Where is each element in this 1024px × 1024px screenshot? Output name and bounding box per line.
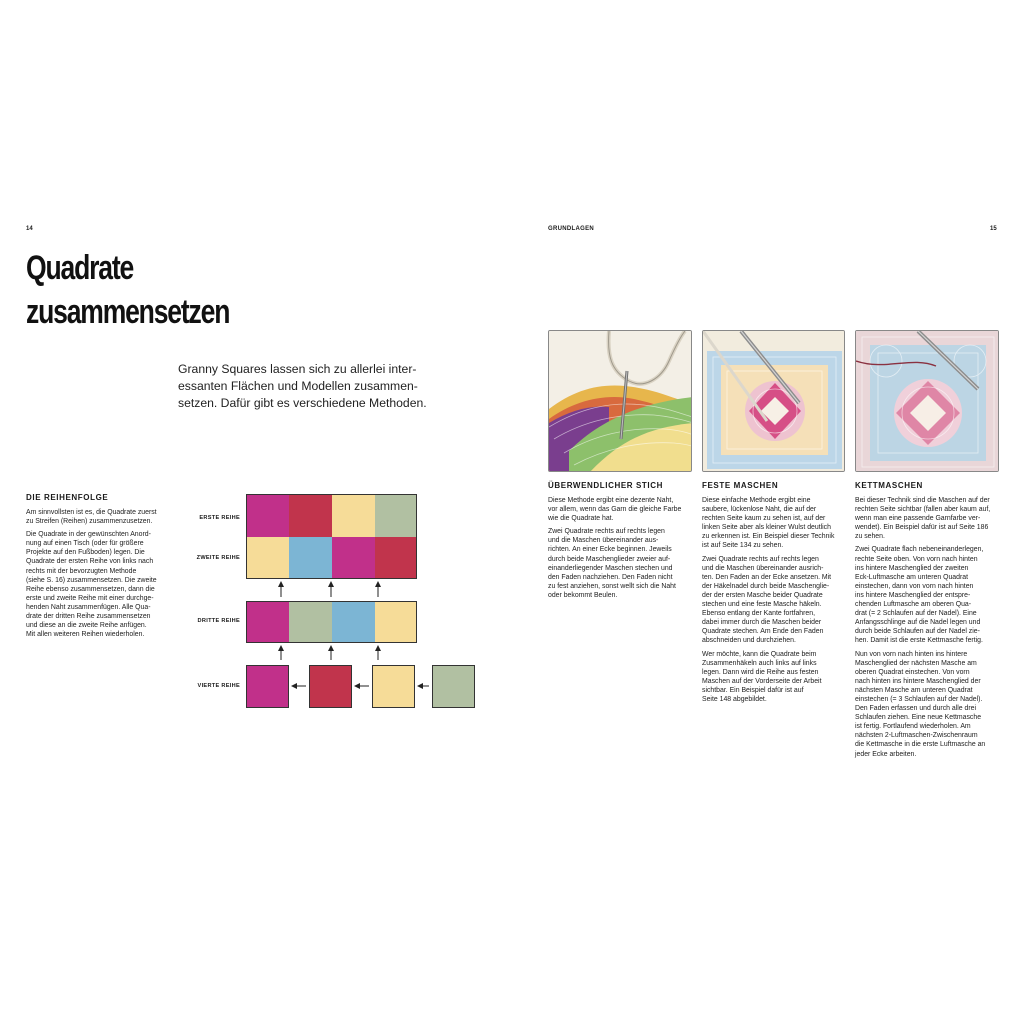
text-line: Zwei Quadrate rechts auf rechts legen [548, 528, 665, 536]
row-label-zweite: ZWEITE REIHE [196, 555, 240, 561]
paragraph [702, 555, 847, 646]
paragraph [702, 650, 847, 705]
heading-feste-maschen: FESTE MASCHEN [702, 481, 779, 490]
text-line: Maschenglied der nächsten Masche am [855, 659, 977, 667]
column-2-body [702, 496, 847, 708]
text-line: oberen Quadrat einstechen. Von vorn [855, 668, 970, 676]
text-line: zu Streifen (Reihen) zusammenzusetzen. [26, 518, 153, 526]
text-line: zu fest anziehen, sonst wellt sich die Naht [548, 582, 676, 590]
single-crochet-photo [702, 330, 845, 472]
text-line: Seite 148 abgebildet. [702, 695, 767, 703]
text-line: der der ersten Masche beider Quadrate [702, 591, 823, 599]
text-line: rechten Seite kaum zu sehen ist, auf der [702, 515, 826, 523]
text-line: Am sinnvollsten ist es, die Quadrate zuerst [26, 509, 157, 516]
intro-line-1: Granny Squares lassen sich zu allerlei inter- [178, 362, 417, 376]
diagram-arrows [170, 488, 480, 718]
paragraph [26, 508, 176, 526]
text-line: Zwei Quadrate flach nebeneinanderlegen, [855, 546, 984, 554]
text-line: (siehe S. 16) zusammensetzen. Die zweite [26, 576, 157, 584]
text-line: vor allem, wenn das Garn die gleiche Farbe [548, 506, 682, 514]
text-line: nach hinten ins hintere Maschenglied der [855, 677, 981, 685]
text-line: stechen und eine feste Masche häkeln. [702, 601, 822, 609]
text-line: nächsten Masche am unteren Quadrat [855, 686, 973, 694]
text-line: ten. Den Faden an der Ecke ansetzen. Mit [702, 573, 832, 581]
text-line: Schlaufen ziehen. Eine neue Kettmasche [855, 714, 982, 722]
whip-stitch-photo [548, 330, 692, 472]
text-line: einanderliegender Maschen stechen und [548, 564, 673, 572]
column-1-body [548, 496, 693, 604]
slip-stitch-photo [855, 330, 999, 472]
reihenfolge-body [26, 508, 176, 643]
text-line: Die Quadrate in der gewünschten Anord- [26, 531, 151, 539]
text-line: Ebenso entlang der Kante fortfahren, [702, 610, 816, 618]
page-title-line-1: Quadrate [26, 249, 134, 287]
text-line: Maschen auf der Vorderseite der Arbeit [702, 677, 822, 685]
text-line: linken Seite aber als kleiner Wulst deutlich [702, 524, 831, 532]
text-line: ist fertig. Fortlaufend wiederholen. Am [855, 723, 971, 731]
text-line: nächsten 2-Luftmaschen-Zwischenraum [855, 732, 978, 740]
text-line: Diese einfache Methode ergibt eine [702, 497, 811, 504]
text-line: wendet). Ein Beispiel dafür ist auf Seite 186 [855, 524, 989, 532]
text-line: einstechen, dann von vorn nach hinten [855, 582, 974, 590]
text-line: abschneiden und durchziehen. [702, 637, 796, 645]
column-3-body [855, 496, 1005, 763]
text-line: erste und zweite Reihe mit einer durchge- [26, 594, 154, 602]
text-line: sichtbar. Ein Beispiel dafür ist auf [702, 686, 804, 694]
text-line: richten. An einer Ecke beginnen. Jeweils [548, 546, 672, 554]
page-title [26, 246, 260, 334]
text-line: Diese Methode ergibt eine dezente Naht, [548, 497, 674, 504]
text-line: und diese an die zweite Reihe anfügen. [26, 622, 147, 630]
text-line: den Faden nachziehen. Den Faden nicht [548, 573, 673, 581]
paragraph [855, 650, 1005, 759]
text-line: ist auf Seite 134 zu sehen. [702, 542, 784, 550]
text-line: Bei dieser Technik sind die Maschen auf der [855, 497, 990, 504]
text-line: chenden Luftmasche am oberen Qua- [855, 601, 972, 609]
text-line: durch beide Schlaufen auf der Nadel zie- [855, 628, 980, 636]
heading-ueberwendlicher-stich: ÜBERWENDLICHER STICH [548, 481, 663, 490]
text-line: Eck-Luftmasche am unteren Quadrat [855, 573, 968, 581]
text-line: Den Faden erfassen und durch alle drei [855, 705, 977, 713]
slip-stitch-illustration [856, 331, 999, 472]
text-line: ins hintere Maschenglied der zweiten [855, 564, 969, 572]
page-number-left: 14 [26, 226, 33, 232]
paragraph [855, 496, 1005, 541]
page-number-right: 15 [990, 226, 997, 232]
text-line: rechten Seite sichtbar (fallen aber kaum auf, [855, 506, 991, 514]
text-line: der Häkelnadel durch beide Maschenglie- [702, 582, 830, 590]
text-line: einstechen (= 3 Schlaufen auf der Nadel). [855, 695, 983, 703]
row-order-diagram [170, 488, 430, 718]
section-heading-reihenfolge: DIE REIHENFOLGE [26, 493, 109, 502]
text-line: legen. Dann wird die Reihe aus festen [702, 668, 819, 676]
text-line: Anfangsschlinge auf die Nadel legen und [855, 619, 981, 627]
text-line: rechte Seite oben. Von vorn nach hinten [855, 555, 978, 563]
paragraph [548, 527, 693, 600]
text-line: ins hintere Maschenglied der entspre- [855, 591, 971, 599]
text-line: drat (= 2 Schlaufen auf der Nadel). Eine [855, 610, 977, 618]
text-line: nung auf einen Tisch (oder für größere [26, 540, 144, 548]
text-line: und die Maschen übereinander ausrich- [702, 564, 824, 572]
text-line: henden Naht zusammenfügen. Alle Qua- [26, 603, 151, 611]
text-line: hen. Damit ist die erste Kettmasche fertig. [855, 637, 983, 645]
paragraph [26, 530, 176, 639]
running-head: GRUNDLAGEN [548, 226, 594, 232]
text-line: Zwei Quadrate rechts auf rechts legen [702, 555, 819, 563]
text-line: wenn man eine passende Garnfarbe ver- [855, 515, 981, 523]
paragraph [855, 545, 1005, 645]
text-line: zu sehen. [855, 533, 885, 541]
text-line: Mit allen weiteren Reihen wiederholen. [26, 631, 145, 639]
text-line: dabei immer durch die Maschen beider [702, 619, 822, 627]
text-line: wie die Quadrate hat. [548, 515, 614, 523]
heading-kettmaschen: KETTMASCHEN [855, 481, 923, 490]
row-label-vierte: VIERTE REIHE [197, 683, 240, 689]
row-label-dritte: DRITTE REIHE [197, 618, 240, 624]
text-line: Projekte auf den Fußboden) legen. Die [26, 549, 145, 557]
intro-line-3: setzen. Dafür gibt es verschiedene Methoden. [178, 396, 427, 410]
text-line: durch beide Maschenglieder zweier auf- [548, 555, 671, 563]
text-line: Nun von vorn nach hinten ins hintere [855, 650, 968, 658]
text-line: jeder Ecke arbeiten. [855, 750, 917, 758]
page-title-line-2: zusammensetzen [26, 293, 230, 331]
text-line: Quadrate stechen. Am Ende den Faden [702, 628, 824, 636]
single-crochet-illustration [703, 331, 845, 472]
text-line: Wer möchte, kann die Quadrate beim [702, 650, 817, 658]
text-line: Reihe ebenso zusammensetzen, dann die [26, 585, 155, 593]
text-line: Zusammenhäkeln auch links auf links [702, 659, 817, 667]
intro-line-2: essanten Flächen und Modellen zusammen- [178, 379, 418, 393]
intro-text [178, 361, 428, 412]
text-line: oder bekommt Beulen. [548, 591, 618, 599]
row-label-erste: ERSTE REIHE [199, 515, 240, 521]
text-line: Quadrate der ersten Reihe von links nach [26, 558, 154, 566]
text-line: drate der dritten Reihe zusammensetzen [26, 613, 151, 621]
text-line: die Kettmasche in die erste Luftmasche an [855, 741, 986, 749]
whip-stitch-illustration [549, 331, 692, 472]
paragraph [548, 496, 693, 523]
text-line: und die Maschen übereinander aus- [548, 537, 659, 545]
paragraph [702, 496, 847, 551]
text-line: rechts mit der bevorzugten Methode [26, 567, 137, 575]
text-line: zu erkennen ist. Ein Beispiel dieser Technik [702, 533, 835, 541]
text-line: saubere, lückenlose Naht, die auf der [702, 506, 817, 514]
